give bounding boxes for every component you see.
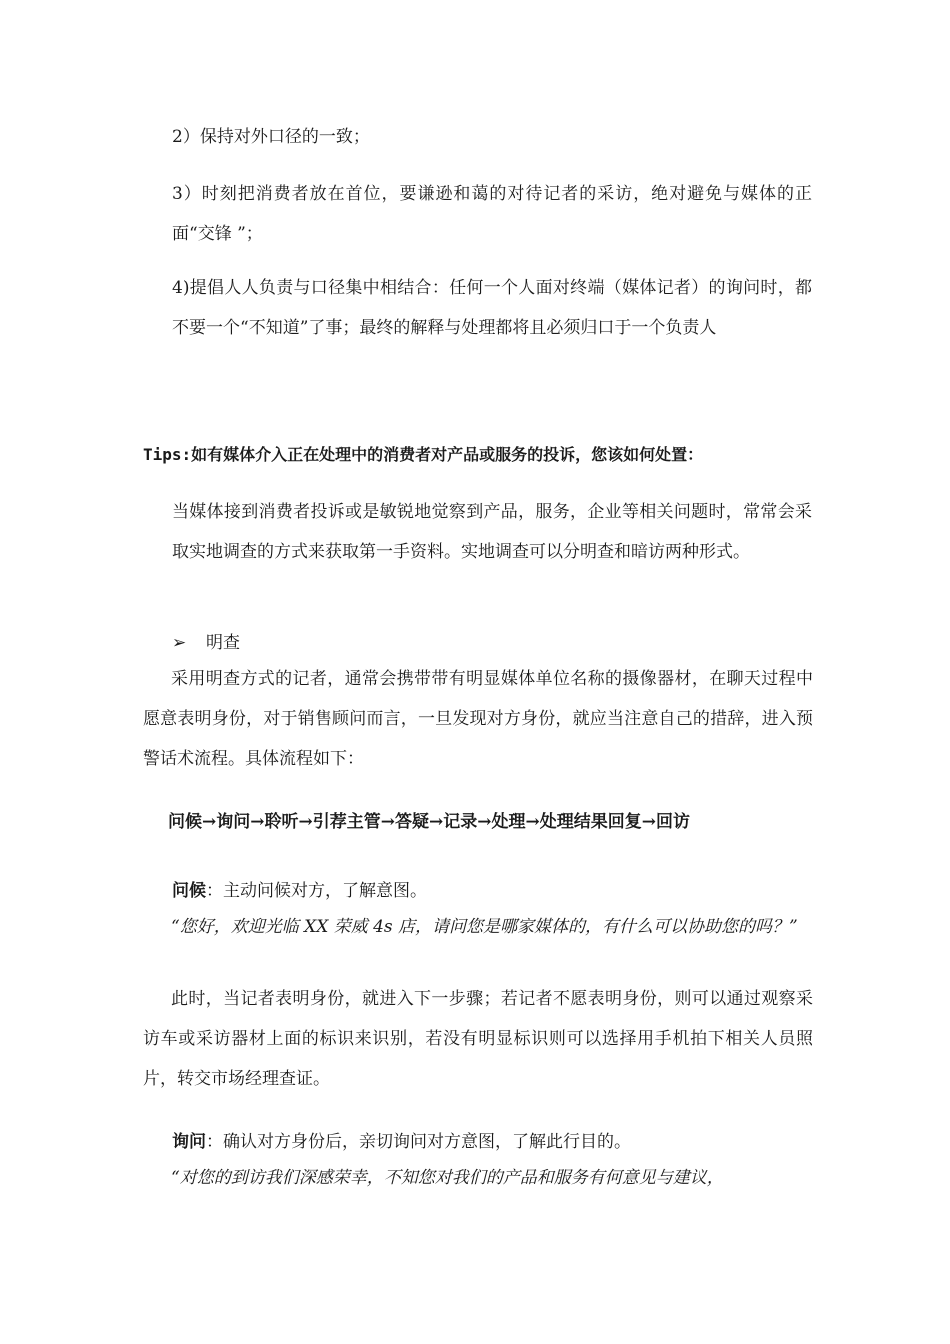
tips-heading: Tips:如有媒体介入正在处理中的消费者对产品或服务的投诉，您该如何处置：	[143, 445, 704, 464]
greeting-label: 问候	[172, 881, 206, 901]
inquiry-label: 询问	[172, 1132, 206, 1152]
greeting-line	[172, 871, 427, 911]
greeting-quote: “您好，欢迎光临 XX 荣威 4s 店，请问您是哪家媒体的，有什么可以协助您的吗？”	[171, 917, 798, 937]
process-flow: 问候→询问→聆听→引荐主管→答疑→记录→处理→处理结果回复→回访	[168, 812, 690, 832]
arrow-bullet-icon: ➢	[172, 633, 187, 653]
inquiry-quote: “对您的到访我们深感荣幸，不知您对我们的产品和服务有何意见与建议，	[171, 1168, 724, 1188]
inquiry-line	[172, 1122, 631, 1162]
ming-cha-title: 明查	[206, 633, 240, 653]
list-item-3: 3）时刻把消费者放在首位，要谦逊和蔼的对待记者的采访，绝对避免与媒体的正面“交锋 ”；	[172, 184, 812, 244]
inquiry-desc: ：确认对方身份后，亲切询问对方意图，了解此行目的。	[206, 1132, 631, 1152]
greeting-body: 此时，当记者表明身份，就进入下一步骤；若记者不愿表明身份，则可以通过观察采访车或采访器材上面的标识来识别，若没有明显标识则可以选择用手机拍下相关人员照片，转交市场经理查证。	[143, 989, 813, 1089]
tips-intro: 当媒体接到消费者投诉或是敏锐地觉察到产品，服务，企业等相关问题时，常常会采取实地调查的方式来获取第一手资料。实地调查可以分明查和暗访两种形式。	[172, 502, 812, 562]
list-item-2: 2）保持对外口径的一致；	[172, 127, 370, 147]
ming-cha-body: 采用明查方式的记者，通常会携带带有明显媒体单位名称的摄像器材，在聊天过程中愿意表明身份，对于销售顾问而言，一旦发现对方身份，就应当注意自己的措辞，进入预警话术流程。具体流程如下：	[143, 669, 813, 769]
list-item-4: 4)提倡人人负责与口径集中相结合：任何一个人面对终端（媒体记者）的询问时，都不要一个“不知道”了事；最终的解释与处理都将且必须归口于一个负责人	[172, 278, 812, 338]
ming-cha-heading	[172, 623, 240, 663]
greeting-desc: ：主动问候对方，了解意图。	[206, 881, 427, 901]
